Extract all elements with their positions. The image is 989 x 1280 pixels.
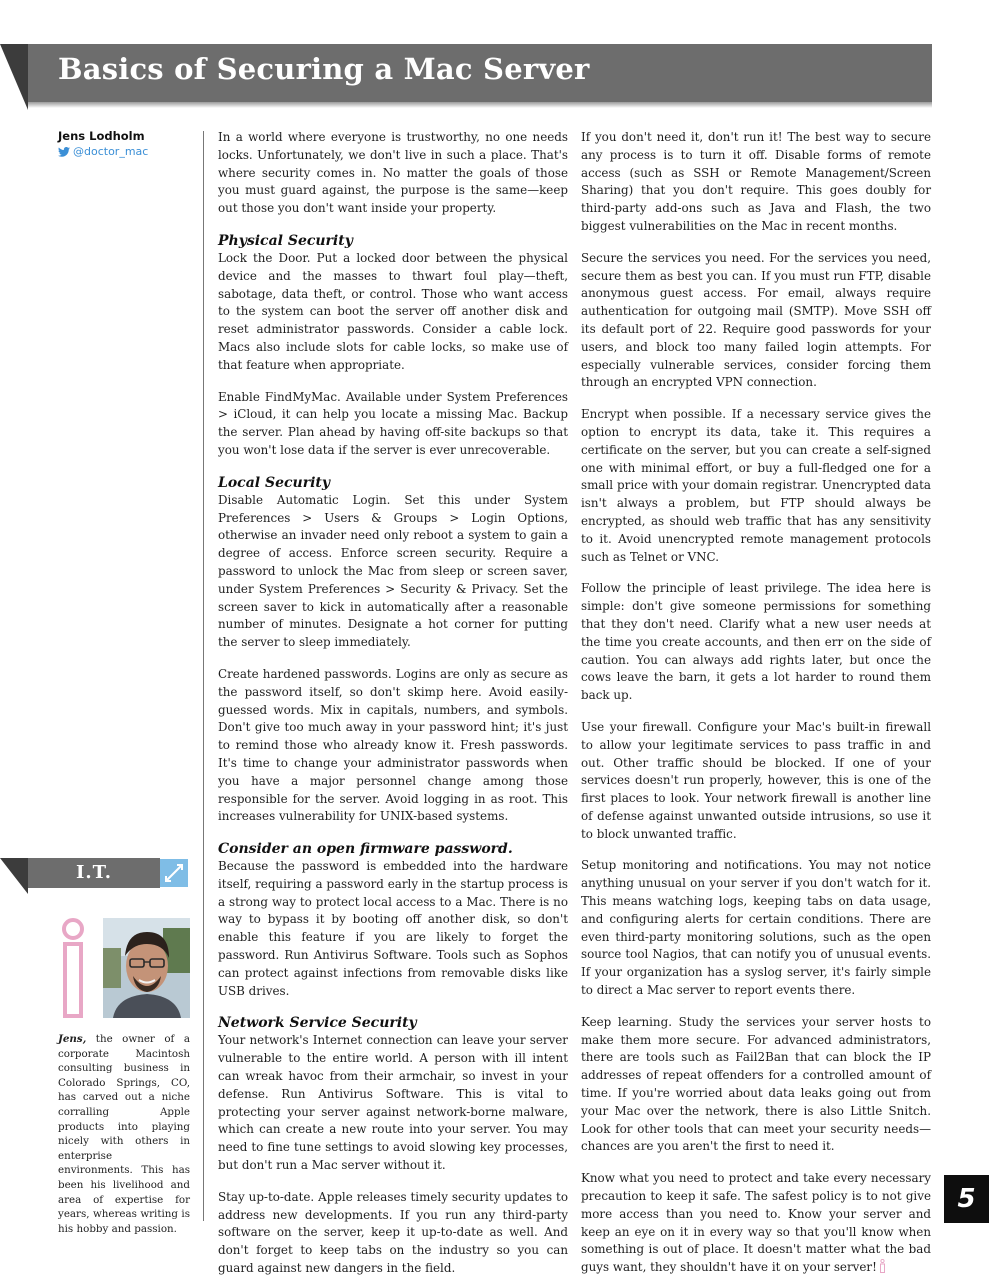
left-column <box>218 129 568 1280</box>
paragraph: Enable FindMyMac. Available under System Preferences > iCloud, it can help you locate a missing Mac. Backup the server. Plan ahead by having off-site backups so that you won't lose data if the server is ever unrecoverable. <box>218 389 568 457</box>
author-bio <box>58 1032 190 1236</box>
column-divider <box>203 131 204 1221</box>
end-mark-icon <box>879 1259 886 1273</box>
author-name: Jens Lodholm <box>58 129 145 143</box>
info-i-icon <box>58 918 88 1018</box>
paragraph: Create hardened passwords. Logins are only as secure as the password itself, so don't skimp here. Avoid easily-guessed words. Mix in capitals, numbers, and symbols. Don't give too much away in your password hint; it's just to remind those who already know it. Fresh passwords. It's time to change your administrator passwords when you have a major personnel change among those responsible for the server. Avoid logging in as root. This increases vulnerability for UNIX-based systems. <box>218 666 568 824</box>
author-handle: @doctor_mac <box>73 145 149 158</box>
paragraph: Use your firewall. Configure your Mac's built-in firewall to allow your legitimate services to pass traffic in and out. Other traffic should be blocked. If one of your services doesn't run properly, however, this is one of the first places to look. Your network firewall is another line of defense against unwanted outside intrusions, so use it to block unwanted traffic. <box>581 719 931 841</box>
twitter-bird-icon <box>58 147 70 157</box>
heading-network-service-security: Network Service Security <box>218 1015 417 1032</box>
heading-local-security: Local Security <box>218 474 330 491</box>
heading-physical-security: Physical Security <box>218 232 353 249</box>
paragraph: Lock the Door. Put a locked door between the physical device and the masses to thwart foul play—theft, sabotage, data theft, or control. Those who want access to the system can boot the server off another disk and reset administrator passwords. Consider a cable lock. Macs also include slots for cable locks, so make use of that feature when appropriate. <box>218 250 568 372</box>
paragraph: Setup monitoring and notifications. You may not notice anything unusual on your server if you don't watch for it. This means watching logs, keeping tabs on data usage, and configuring alerts for certain conditions. There are even third-party monitoring solutions, such as the open source tool Nagios, that can notify you of unusual events. If your organization has a syslog server, it's fairly simple to direct a Mac server to report events there. <box>581 858 931 998</box>
intro-paragraph: In a world where everyone is trustworthy, no one needs locks. Unfortunately, we don't live in such a place. That's where security comes in. No matter the goals of those you must guard against, the purpose is the same—keep out those you don't want inside your property. <box>218 130 568 216</box>
paragraph: Your network's Internet connection can leave your server vulnerable to the entire world. A person with ill intent can wreak havoc from their armchair, so invest in your defense. Run Antivirus Software. This is vital to protecting your server against network-borne malware, which can create a new route into your server. You may need to fine tune settings to avoid slowing key processes, but don't run a Mac server without it. <box>218 1033 568 1173</box>
author-photo <box>103 918 190 1018</box>
paragraph: Keep learning. Study the services your server hosts to make them more secure. For advanced administrators, there are tools such as Fail2Ban that can block the IP addresses of repeat offenders for a controlled amount of time. If you're worried about data leaks going out from your Mac over the network, there is also Little Snitch. Look for other tools that can meet your security needs—chances are you aren't the first to need it. <box>581 1014 931 1154</box>
paragraph: Because the password is embedded into the hardware itself, requiring a password early in the startup process is a strong way to protect local access to a Mac. There is no way to bypass it by booting off another disk, so don't enable this feature if you are likely to forget the password. Run Antivirus Software. Tools such as Sophos can protect against infections from removable disks like USB drives. <box>218 859 568 998</box>
title-band-shadow <box>28 102 932 108</box>
heading-firmware-password: Consider an open firmware password. <box>218 841 513 858</box>
page-number: 5 <box>944 1175 989 1223</box>
paragraph: Follow the principle of least privilege. The idea here is simple: don't give someone permissions for something that they don't need. Clarify what a new user needs at the time you create accounts, and then err on the side of caution. You can always add rights later, but once the cows leave the barn, it gets a lot harder to round them back up. <box>581 581 931 703</box>
right-column <box>581 129 931 1280</box>
bio-name: Jens, <box>58 1033 87 1045</box>
expand-button[interactable] <box>160 859 188 887</box>
paragraph: Disable Automatic Login. Set this under System Preferences > Users & Groups > Login Options, otherwise an invader need only reboot a system to gain a degree of access. Enforce screen security. Require a password to unlock the Mac from sleep or screen saver, under System Preferences > Security & Privacy. Set the screen saver to kick in automatically after a reasonable number of minutes. Designate a hot corner for putting the server to sleep immediately. <box>218 492 568 650</box>
title-band <box>0 44 932 110</box>
bio-text: the owner of a corporate Macintosh consulting business in Colorado Springs, CO, has carved out a niche corralling Apple products into playing nicely with others in enterprise environments. This has been his livelihood and area of expertise for years, whereas writing is his hobby and passion. <box>58 1033 190 1235</box>
author-portrait-icon <box>103 918 190 1018</box>
article-title: Basics of Securing a Mac Server <box>58 52 590 86</box>
section-label: I.T. <box>75 862 113 883</box>
paragraph: Encrypt when possible. If a necessary service gives the option to encrypt its data, take it. This requires a certificate on the server, but you can create a self-signed one with minimal effort, or buy a full-fledged one for a small price with your domain registrar. Unencrypted data isn't always a problem, but FTP should always be encrypted, as should web traffic that has any sensitivity to it. Avoid unencrypted remote management protocols such as Telnet or VNC. <box>581 407 931 564</box>
closing-text: Know what you need to protect and take every necessary precaution to keep it safe. The safest policy is to not give more access than you need to. Know your server and keep an eye on it in every way so that you'll know when something is out of place. It doesn't matter what the bad guys want, they shouldn't have it on your server! <box>581 1171 931 1275</box>
section-band <box>0 858 190 898</box>
author-block <box>58 129 190 158</box>
author-twitter-link[interactable] <box>58 145 190 158</box>
expand-arrow-icon <box>164 863 184 883</box>
closing-paragraph <box>581 1170 931 1277</box>
paragraph: Secure the services you need. For the services you need, secure them as best you can. If you must run FTP, disable anonymous guest access. For email, always require authentication for outgoing mail (SMTP). Move SSH off its default port of 22. Require good passwords for your users, and block too many failed login attempts. For especially vulnerable services, consider forcing them through an encrypted VPN connection. <box>581 250 931 390</box>
title-band-fold <box>0 44 28 110</box>
section-band-fold <box>0 858 28 894</box>
paragraph: If you don't need it, don't run it! The best way to secure any process is to turn it off. Disable forms of remote access (such as SSH or Remote Management/Screen Sharing) that you don't require. This goes doubly for third-party add-ons such as Java and Flash, the two biggest vulnerabilities on the Mac in recent months. <box>581 130 931 233</box>
paragraph: Stay up-to-date. Apple releases timely security updates to address new developments. If you run any third-party software on the server, keep it up-to-date as well. And don't forget to keep tabs on the industry so you can guard against new dangers in the field. <box>218 1189 568 1276</box>
